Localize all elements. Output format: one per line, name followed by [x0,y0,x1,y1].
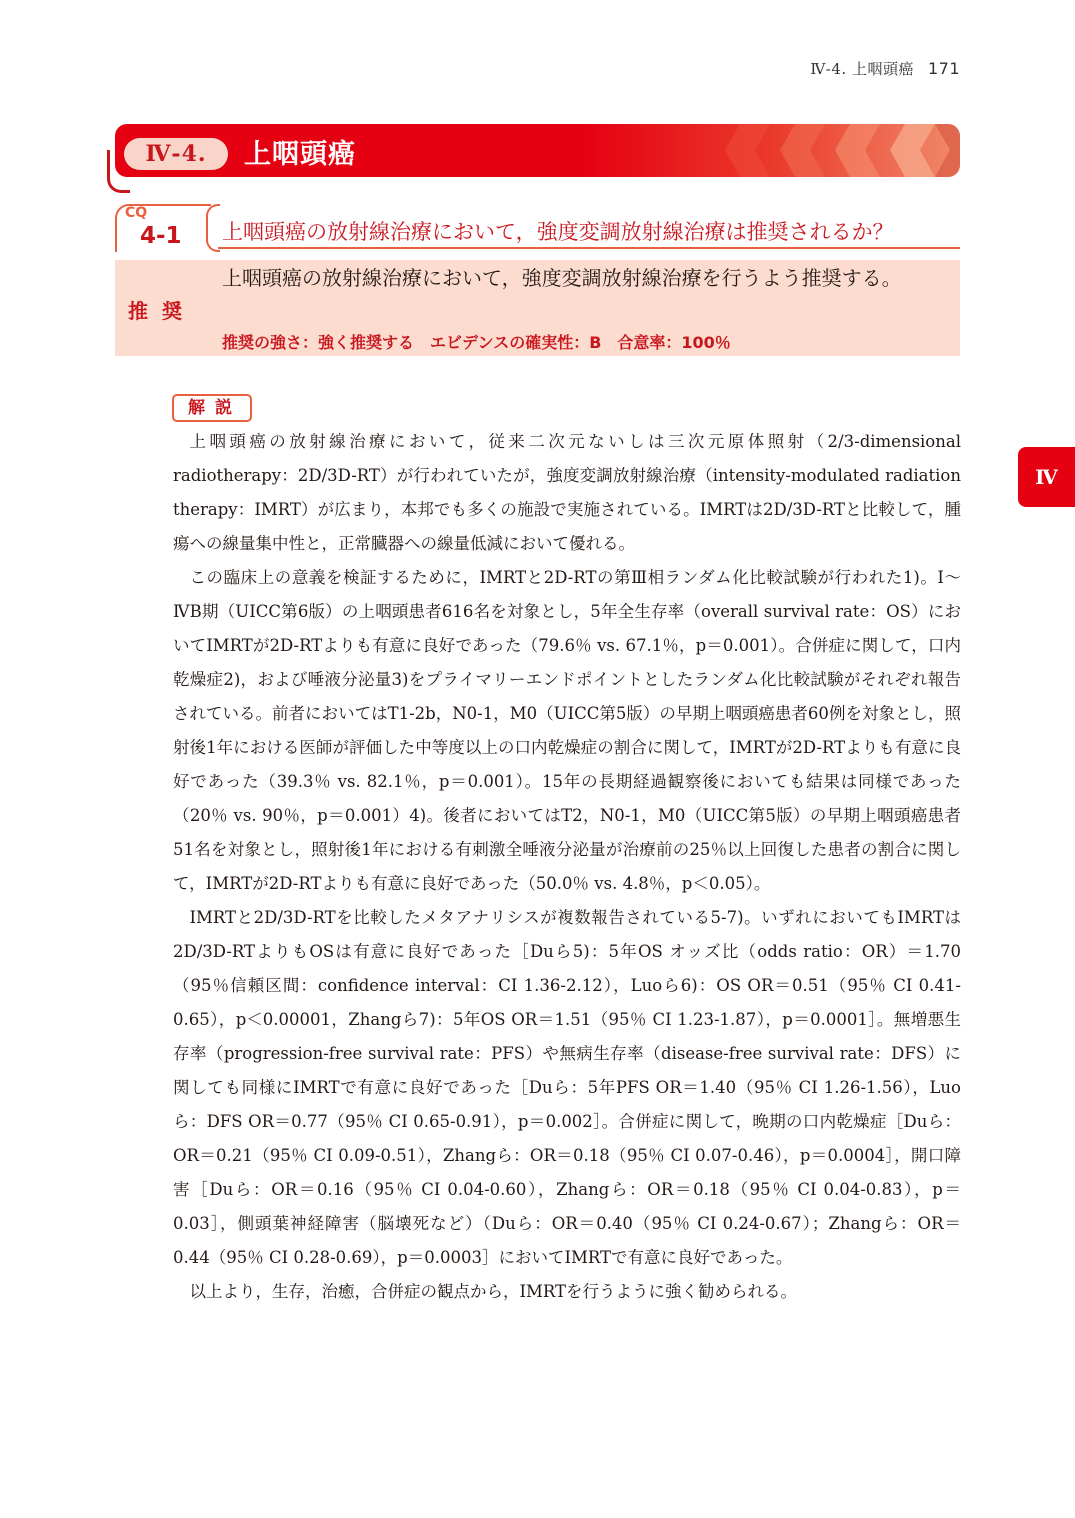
hexagon-pattern-decoration [700,124,960,177]
page-number: 171 [927,59,960,78]
cq-underline [218,247,960,249]
recommendation-text: 上咽頭癌の放射線治療において，強度変調放射線治療を行うよう推奨する。 [222,266,902,290]
commentary-paragraph-2: この臨床上の意義を検証するために，IMRTと2D-RTの第Ⅲ相ランダム化比較試験が行われた1)。Ⅰ～ⅣB期（UICC第6版）の上咽頭患者616名を対象とし，5年全生存率（overall survival rate：OS）においてIMRTが2D-RTよりも有意に良好であった（79.6％ vs. 67.1％，p＝0.001）。合併症に関して，口内乾燥症2)，および唾液分泌量3)をプライマリーエンドポイントとしたランダム化比較試験がそれぞれ報告されている。前者においてはT1-2b，N0-1，M0（UICC第5版）の早期上咽頭癌患者60例を対象とし，照射後1年における医師が評価した中等度以上の口内乾燥症の割合に関して，IMRTが2D-RTよりも有意に良好であった（39.3％ vs. 82.1％，p＝0.001）。15年の長期経過観察後においても結果は同様であった（20％ vs. 90％，p＝0.001）4)。後者においてはT2，N0-1，M0（UICC第5版）の早期上咽頭癌患者51名を対象とし，照射後1年における有刺激全唾液分泌量が治療前の25％以上回復した患者の割合に関して，IMRTが2D-RTよりも有意に良好であった（50.0％ vs. 4.8％，p＜0.05）。 [173,568,961,893]
section-number: Ⅳ-4. [124,138,228,170]
running-head [810,58,960,79]
recommendation-label: 推奨 [128,299,196,323]
commentary-label: 解説 [172,394,252,422]
cq-question: 上咽頭癌の放射線治療において，強度変調放射線治療は推奨されるか？ [222,220,894,244]
recommendation-strength: 推奨の強さ：強く推奨する エビデンスの確実性：B 合意率：100％ [222,333,731,352]
section-title: 上咽頭癌 [244,139,356,170]
cq-label: CQ [125,205,148,221]
commentary-paragraph-4: 以上より，生存，治癒，合併症の観点から，IMRTを行うように強く勧められる。 [189,1282,798,1301]
section-banner [115,124,960,177]
commentary-paragraph-3: IMRTと2D/3D-RTを比較したメタアナリシスが複数報告されている5-7)。いずれにおいてもIMRTは2D/3D-RTよりもOSは有意に良好であった［Duら5)：5年OS オッズ比（odds ratio：OR）＝1.70（95％信頼区間：confidence interval：CI 1.36-2.12），Luoら6)：OS OR＝0.51（95％ CI 0.41-0.65），p＜0.00001，Zhangら7)：5年OS OR＝1.51（95％ CI 1.23-1.87），p＝0.0001］。無増悪生存率（progression-free survival rate：PFS）や無病生存率（disease-free survival rate：DFS）に関しても同様にIMRTで有意に良好であった［Duら：5年PFS OR＝1.40（95％ CI 1.26-1.56），Luoら：DFS OR＝0.77（95％ CI 0.65-0.91），p＝0.002］。合併症に関して，晩期の口内乾燥症［Duら：OR＝0.21（95％ CI 0.09-0.51），Zhangら：OR＝0.18（95％ CI 0.07-0.46），p＝0.0004］，開口障害［Duら：OR＝0.16（95％ CI 0.04-0.60），Zhangら：OR＝0.18（95％ CI 0.04-0.83），p＝0.03］，側頭葉神経障害（脳壊死など）（Duら：OR＝0.40（95％ CI 0.24-0.67）；Zhangら：OR＝0.44（95％ CI 0.28-0.69），p＝0.0003］においてIMRTで有意に良好であった。 [173,908,961,1267]
running-head-title: Ⅳ-4. 上咽頭癌 [810,60,914,78]
commentary-paragraph-1: 上咽頭癌の放射線治療において，従来二次元ないしは三次元原体照射（2/3-dimensional radiotherapy：2D/3D-RT）が行われていたが，強度変調放射線治療（intensity-modulated radiation therapy：IMRT）が広まり，本邦でも多くの施設で実施されている。IMRTは2D/3D-RTと比較して，腫瘍への線量集中性と，正常臓器への線量低減において優れる。 [173,432,961,553]
commentary-body [173,425,961,1309]
cq-number: 4-1 [140,223,182,249]
chapter-tab[interactable]: Ⅳ [1018,447,1075,507]
cq-bracket [206,204,220,252]
